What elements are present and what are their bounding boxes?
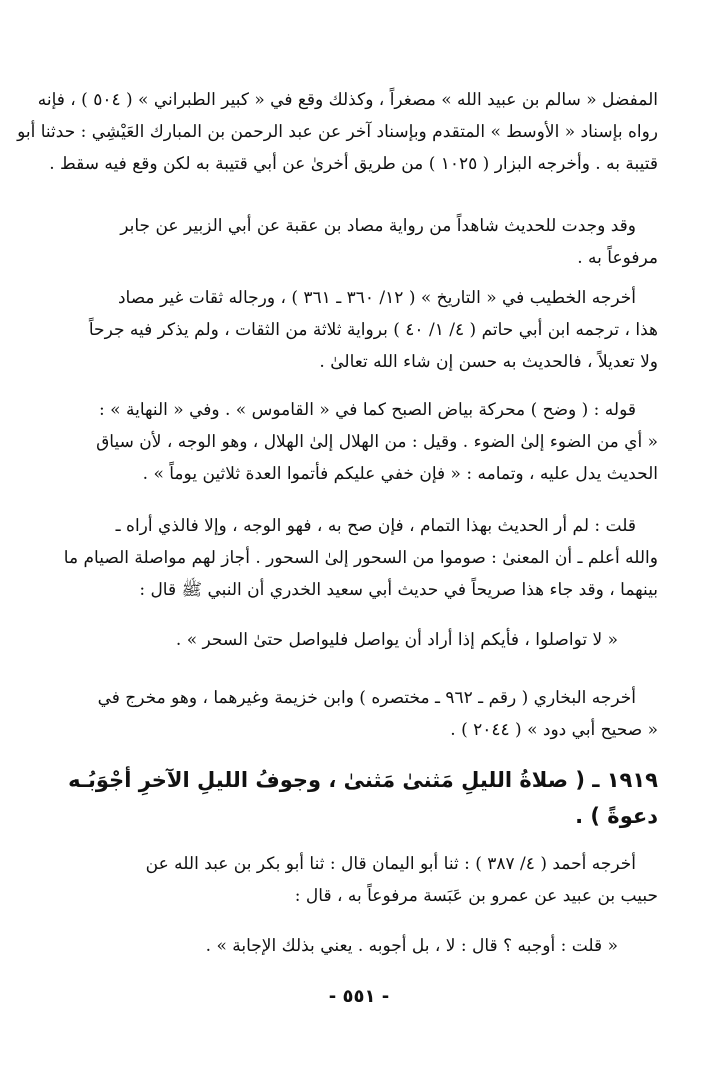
text-line: هذا ، ترجمه ابن أبي حاتم ( ٤/ ١/ ٤٠ ) برواية ثلاثة من الثقات ، ولم يذكر فيه جرحاً xyxy=(88,320,658,340)
text-line: الحديث يدل عليه ، وتمامه : « فإن خفي عليكم فأتموا العدة ثلاثين يوماً » . xyxy=(142,464,658,484)
text-line: قتيبة به . وأخرجه البزار ( ١٠٢٥ ) من طريق أخرىٰ عن أبي قتيبة به لكن وقع فيه سقط . xyxy=(49,154,658,174)
text-line: أخرجه أحمد ( ٤/ ٣٨٧ ) : ثنا أبو اليمان قال : ثنا أبو بكر بن عبد الله عن xyxy=(145,854,636,874)
page-text-block xyxy=(17,84,658,1034)
text-line: المفضل « سالم بن عبيد الله » مصغراً ، وكذلك وقع في « كبير الطبراني » ( ٥٠٤ ) ، فإنه xyxy=(37,90,658,110)
paragraph-2 xyxy=(58,210,658,274)
text-line: أخرجه البخاري ( رقم ـ ٩٦٢ ـ مختصره ) وابن خزيمة وغيرهما ، وهو مخرج في xyxy=(97,688,636,708)
text-line: قلت : لم أر الحديث بهذا التمام ، فإن صح به ، فهو الوجه ، وإلا فالذي أراه ـ xyxy=(115,516,636,536)
text-line: رواه بإسناد « الأوسط » المتقدم وبإسناد آخر عن عبد الرحمن بن المبارك العَيْشِي : حدثنا أبو xyxy=(17,122,658,142)
text-line: « صحيح أبي دود » ( ٢٠٤٤ ) . xyxy=(450,720,658,740)
text-line: « لا تواصلوا ، فأيكم إذا أراد أن يواصل فليواصل حتىٰ السحر » . xyxy=(175,630,618,650)
hadith-quote xyxy=(58,624,658,656)
text-line: « قلت : أوجبه ؟ قال : لا ، بل أجوبه . يعني بذلك الإجابة » . xyxy=(205,936,618,956)
hadith-quote-2 xyxy=(58,930,658,962)
text-line: بينهما ، وقد جاء هذا صريحاً في حديث أبي سعيد الخدري أن النبي ﷺ قال : xyxy=(139,580,658,600)
text-line: « أي من الضوء إلىٰ الضوء . وقيل : من الهلال إلىٰ الهلال ، وهو الوجه ، لأن سياق xyxy=(96,432,658,452)
hadith-heading xyxy=(58,762,658,834)
text-line: حبيب بن عبيد عن عمرو بن عَبَسة مرفوعاً به ، قال : xyxy=(294,886,658,906)
heading-line: دعوةً ) . xyxy=(575,804,658,828)
text-line: مرفوعاً به . xyxy=(577,248,658,268)
paragraph-7 xyxy=(58,848,658,912)
paragraph-1 xyxy=(17,84,658,180)
paragraph-4 xyxy=(58,394,658,490)
paragraph-6 xyxy=(58,682,658,746)
paragraph-3 xyxy=(58,282,658,378)
text-line: قوله : ( وضح ) محركة بياض الصبح كما في « القاموس » . وفي « النهاية » : xyxy=(99,400,636,420)
text-line: والله أعلم ـ أن المعنىٰ : صوموا من السحور إلىٰ السحور . أجاز لهم مواصلة الصيام ما xyxy=(63,548,658,568)
text-line: ولا تعديلاً ، فالحديث به حسن إن شاء الله تعالىٰ . xyxy=(319,352,658,372)
text-line: أخرجه الخطيب في « التاريخ » ( ١٢/ ٣٦٠ ـ ٣٦١ ) ، ورجاله ثقات غير مصاد xyxy=(117,288,636,308)
page-number: - ٥٥١ - xyxy=(328,986,390,1007)
text-line: وقد وجدت للحديث شاهداً من رواية مصاد بن عقبة عن أبي الزبير عن جابر xyxy=(120,216,636,236)
paragraph-5 xyxy=(58,510,658,606)
heading-line: ١٩١٩ ـ ( صلاةُ الليلِ مَثنىٰ مَثنىٰ ، وجوفُ الليلِ الآخرِ أجْوَبُـه xyxy=(68,768,658,792)
